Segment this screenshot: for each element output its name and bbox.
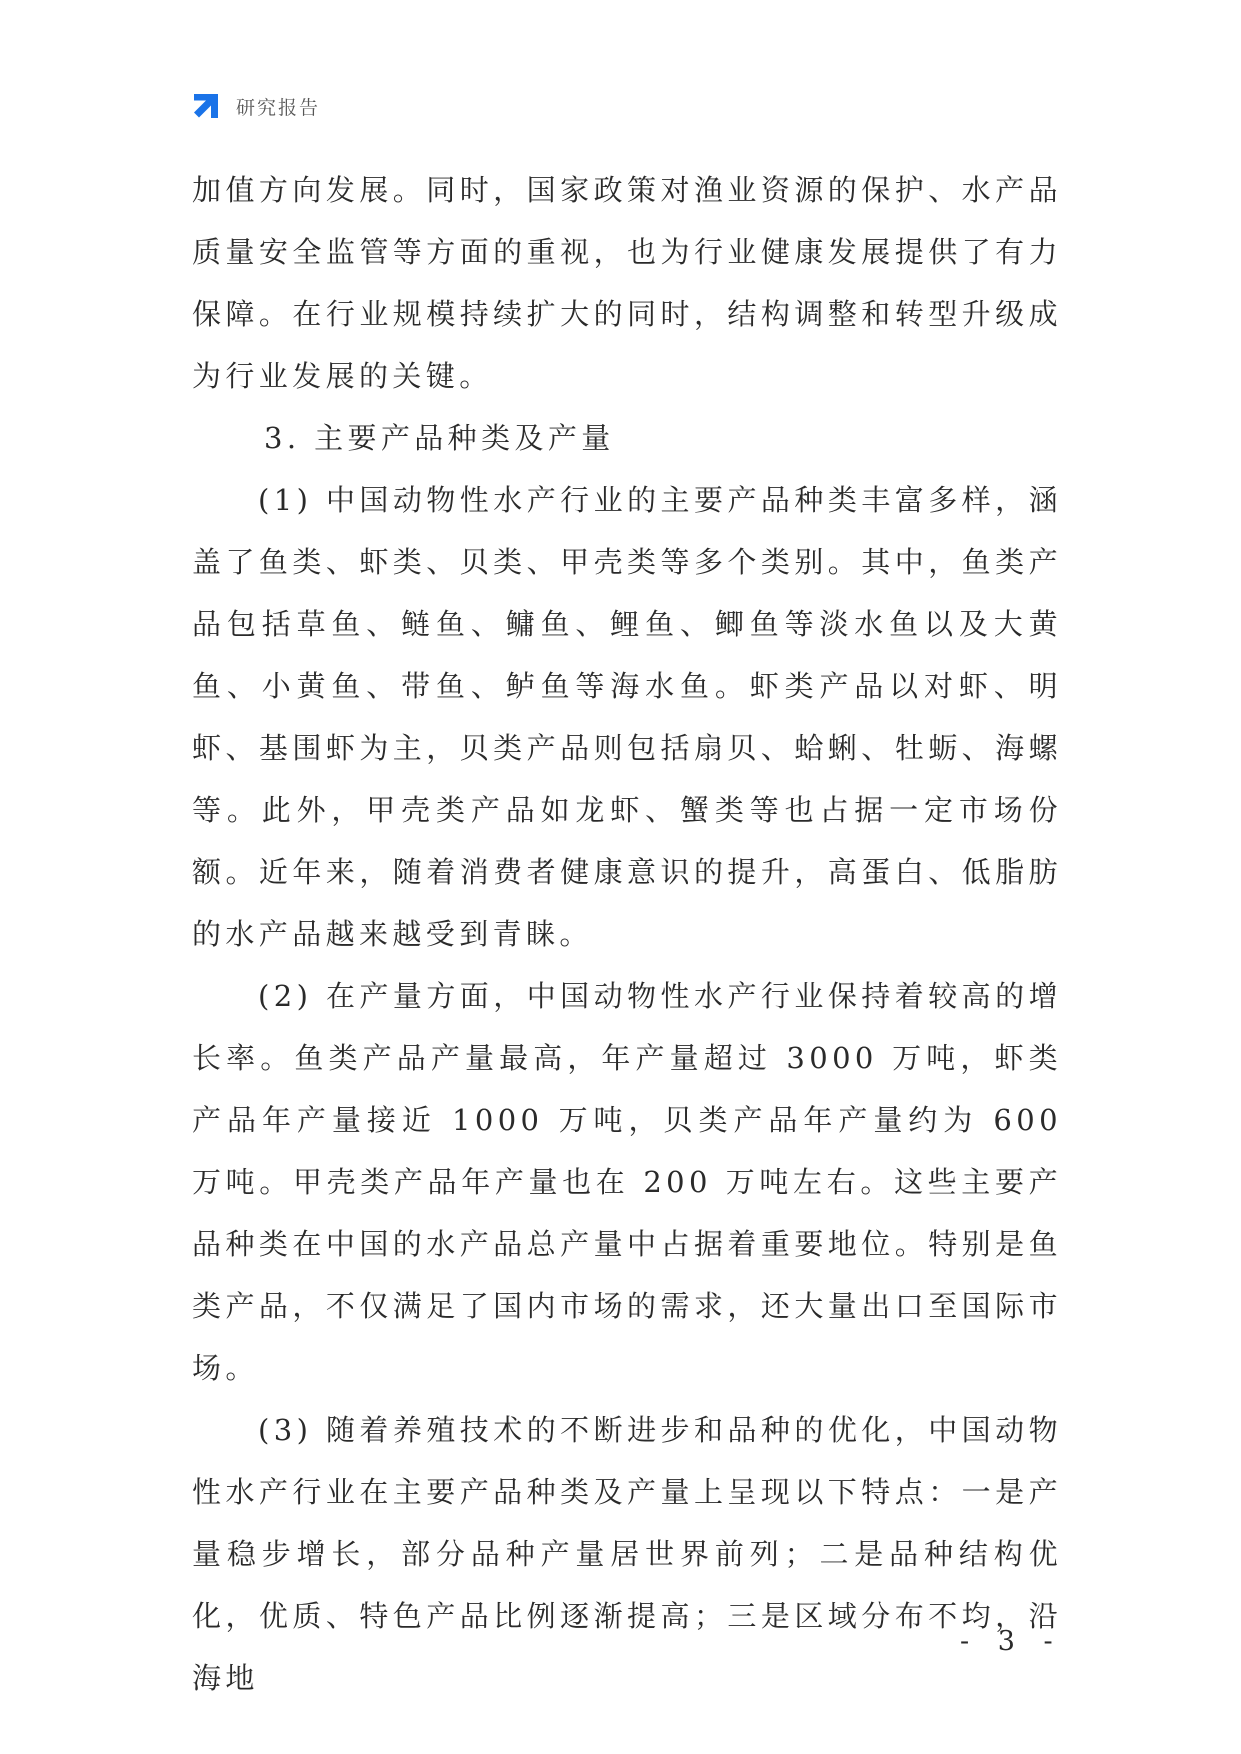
paragraph-2: (2) 在产量方面，中国动物性水产行业保持着较高的增长率。鱼类产品产量最高，年产量超过 3000 万吨，虾类产品年产量接近 1000 万吨，贝类产品年产量约为 600 万吨。甲壳类产品年产量也在 200 万吨左右。这些主要产品种类在中国的水产品总产量中占据着重要地位。特别是鱼类产品，不仅满足了国内市场的需求，还大量出口至国际市场。 bbox=[192, 979, 1062, 1385]
document-body bbox=[192, 159, 1062, 1709]
paragraph-3: (3) 随着养殖技术的不断进步和品种的优化，中国动物性水产行业在主要产品种类及产量上呈现以下特点：一是产量稳步增长，部分品种产量居世界前列；二是品种结构优化，优质、特色产品比例逐渐提高；三是区域分布不均，沿海地 bbox=[192, 1413, 1062, 1695]
arrow-up-right-icon bbox=[190, 90, 222, 122]
paragraph-1: (1) 中国动物性水产行业的主要产品种类丰富多样，涵盖了鱼类、虾类、贝类、甲壳类等多个类别。其中，鱼类产品包括草鱼、鲢鱼、鳙鱼、鲤鱼、鲫鱼等淡水鱼以及大黄鱼、小黄鱼、带鱼、鲈鱼等海水鱼。虾类产品以对虾、明虾、基围虾为主，贝类产品则包括扇贝、蛤蜊、牡蛎、海螺等。此外，甲壳类产品如龙虾、蟹类等也占据一定市场份额。近年来，随着消费者健康意识的提升，高蛋白、低脂肪的水产品越来越受到青睐。 bbox=[192, 483, 1062, 951]
section-heading: 3. 主要产品种类及产量 bbox=[264, 421, 615, 455]
report-label: 研究报告 bbox=[236, 96, 321, 119]
page-header bbox=[190, 88, 320, 124]
intro-paragraph: 加值方向发展。同时，国家政策对渔业资源的保护、水产品质量安全监管等方面的重视，也为行业健康发展提供了有力保障。在行业规模持续扩大的同时，结构调整和转型升级成为行业发展的关键。 bbox=[192, 173, 1062, 393]
page-number: - 3 - bbox=[960, 1626, 1063, 1657]
